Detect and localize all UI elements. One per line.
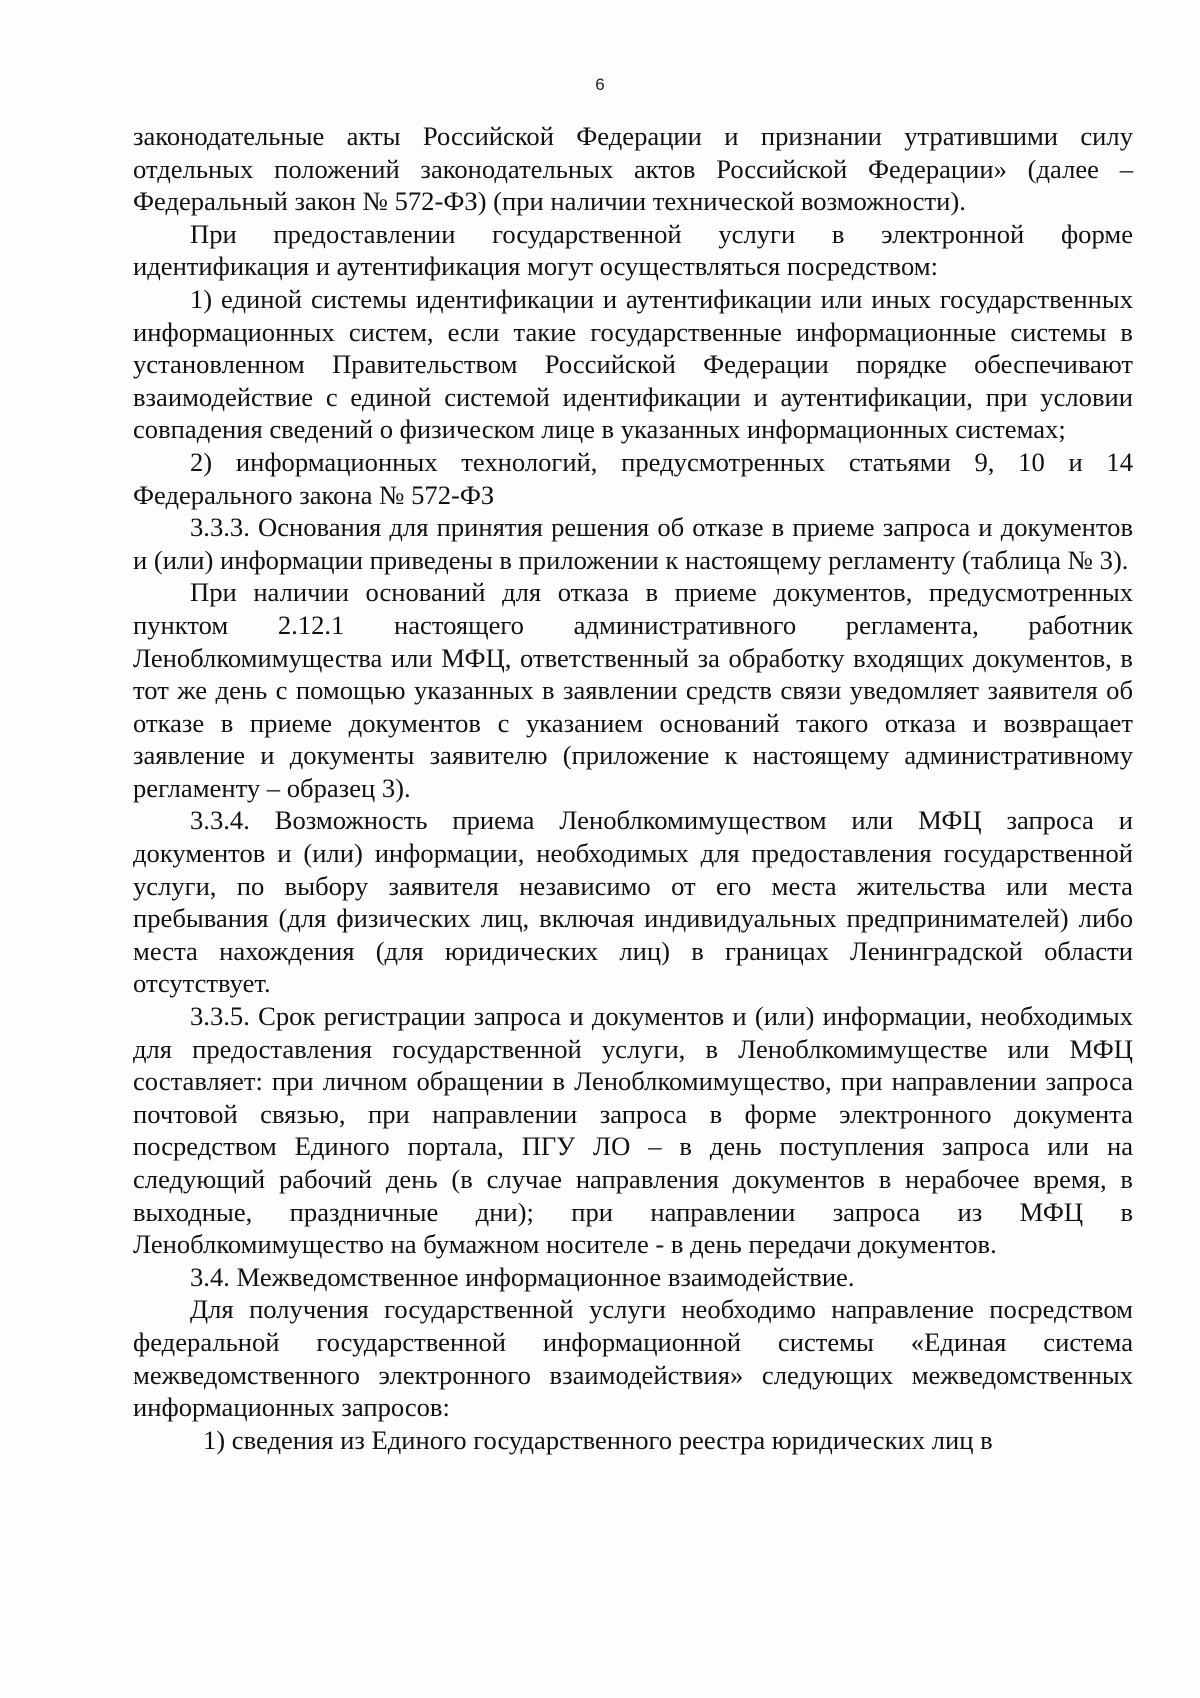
paragraph-identification-intro: При предоставлении государственной услуги в электронной форме идентификация и аутентификация могут осуществляться посредством: <box>133 218 1133 282</box>
paragraph-3-4-heading: 3.4. Межведомственное информационное взаимодействие. <box>190 1261 855 1292</box>
paragraph-3-3-3: 3.3.3. Основания для принятия решения об отказе в приеме запроса и документов и (или) информации приведены в приложении к настоящему регламенту (таблица № 3). <box>133 512 1133 575</box>
paragraph-3-3-4: 3.3.4. Возможность приема Леноблкомимуществом или МФЦ запроса и документов и (или) информации, необходимых для предоставления государственной услуги, по выбору заявителя независимо от его места жительства или места пребывания (для физических лиц, включая индивидуальных предпринимателей) либо места нахождения (для юридических лиц) в границах Ленинградской области отсутствует. <box>133 805 1133 999</box>
page-number: 6 <box>595 75 605 94</box>
paragraph-continuation: законодательные акты Российской Федерации и признании утратившими силу отдельных положений законодательных актов Российской Федерации» (далее – Федеральный закон № 572-ФЗ) (при наличии технической возможности). <box>133 121 1133 217</box>
paragraph-item-1-esia: 1) единой системы идентификации и аутентификации или иных государственных информационных систем, если такие государственные информационные системы в установленном Правительством Российской Федерации порядке обеспечивают взаимодействие с единой системой идентификации и аутентификации, при условии совпадения сведений о физическом лице в указанных информационных системах; <box>133 283 1133 445</box>
paragraph-request-item-1: 1) сведения из Единого государственного реестра юридических лиц в <box>203 1424 993 1455</box>
paragraph-interagency-requests: Для получения государственной услуги необходимо направление посредством федеральной государственной информационной системы «Единая система межведомственного электронного взаимодействия» следующих межведомственных информационных запросов: <box>133 1294 1133 1423</box>
paragraph-refusal-grounds: При наличии оснований для отказа в приеме документов, предусмотренных пунктом 2.12.1 настоящего административного регламента, работник Леноблкомимущества или МФЦ, ответственный за обработку входящих документов, в тот же день с помощью указанных в заявлении средств связи уведомляет заявителя об отказе в приеме документов с указанием оснований такого отказа и возвращает заявление и документы заявителю (приложение к настоящему административному регламенту – образец 3). <box>133 577 1133 803</box>
paragraph-item-2-technologies: 2) информационных технологий, предусмотренных статьями 9, 10 и 14 Федерального закона № 572-ФЗ <box>133 446 1133 510</box>
paragraph-3-3-5: 3.3.5. Срок регистрации запроса и документов и (или) информации, необходимых для предоставления государственной услуги, в Леноблкомимуществе или МФЦ составляет: при личном обращении в Леноблкомимущество, при направлении запроса почтовой связью, при направлении запроса в форме электронного документа посредством Единого портала, ПГУ ЛО – в день поступления запроса или на следующий рабочий день (в случае направления документов в нерабочее время, в выходные, праздничные дни); при направлении запроса из МФЦ в Леноблкомимущество на бумажном носителе - в день передачи документов. <box>133 1001 1133 1260</box>
document-body <box>133 120 1133 1456</box>
